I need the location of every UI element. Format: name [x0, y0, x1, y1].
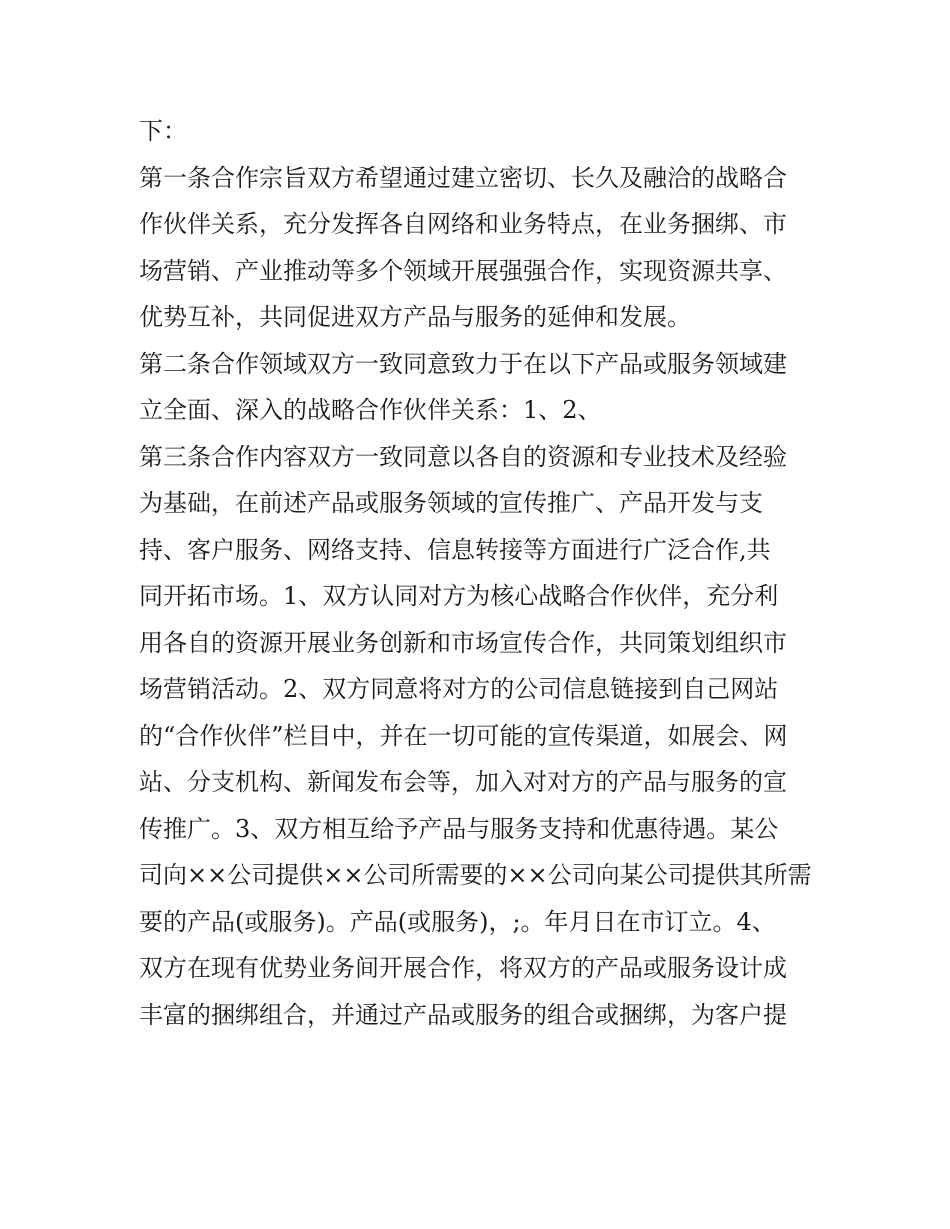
text-line: 同开拓市场。1、双方认同对方为核心战略合作伙伴，充分利	[139, 582, 779, 610]
text-line: 第一条合作宗旨双方希望通过建立密切、长久及融洽的战略合	[139, 163, 787, 192]
text-line: 司向××公司提供××公司所需要的××公司向某公司提供其所需	[139, 861, 812, 889]
text-line: 场营销、产业推动等多个领域开展强强合作，实现资源共享、	[139, 256, 787, 285]
text-line: 第三条合作内容双方一致同意以各自的资源和专业技术及经验	[139, 442, 787, 471]
document-body	[139, 108, 819, 1038]
text-line: 的“合作伙伴”栏目中，并在一切可能的宣传渠道，如展会、网	[139, 721, 788, 750]
text-line: 双方在现有优势业务间开展合作，将双方的产品或服务设计成	[139, 954, 787, 982]
text-line: 用各自的资源开展业务创新和市场宣传合作，共同策划组织市	[139, 628, 787, 657]
text-line: 丰富的捆绑组合，并通过产品或服务的组合或捆绑，为客户提	[139, 1000, 787, 1029]
text-line: 持、客户服务、网络支持、信息转接等方面进行广泛合作,共	[139, 535, 771, 564]
text-line: 传推广。3、双方相互给予产品与服务支持和优惠待遇。某公	[139, 814, 779, 843]
text-line: 作伙伴关系，充分发挥各自网络和业务特点，在业务捆绑、市	[139, 210, 787, 238]
text-line: 下：	[139, 117, 187, 145]
text-line: 第二条合作领域双方一致同意致力于在以下产品或服务领域建	[139, 349, 787, 378]
text-line: 站、分支机构、新闻发布会等，加入对对方的产品与服务的宣	[139, 768, 787, 796]
text-line: 场营销活动。2、双方同意将对方的公司信息链接到自己网站	[139, 675, 779, 703]
text-line: 立全面、深入的战略合作伙伴关系：1、2、	[139, 396, 602, 424]
text-line: 优势互补，共同促进双方产品与服务的延伸和发展。	[139, 303, 691, 331]
text-line: 为基础，在前述产品或服务领域的宣传推广、产品开发与支	[139, 489, 763, 517]
text-line: 要的产品(或服务)。产品(或服务)，;。年月日在市订立。4、	[139, 907, 776, 936]
